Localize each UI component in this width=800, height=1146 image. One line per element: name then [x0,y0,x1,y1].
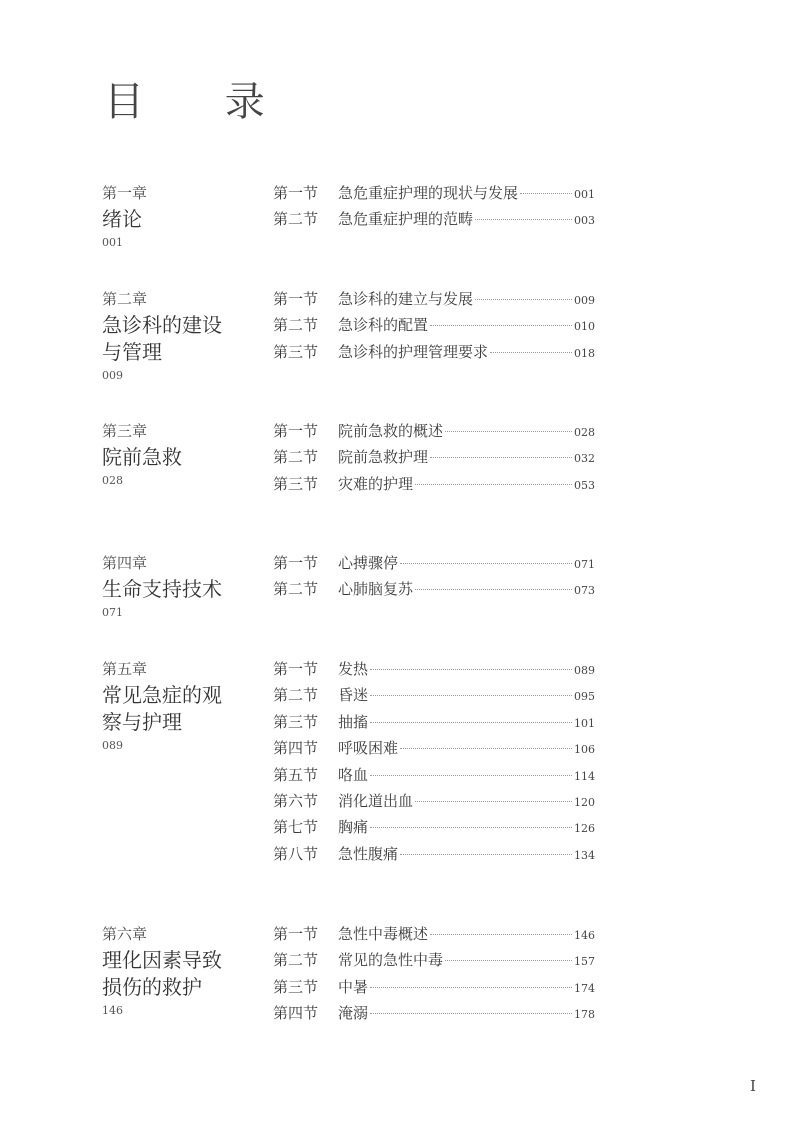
section-title: 呼吸困难 [338,739,399,758]
section-title: 昏迷 [338,686,369,705]
chapter-title[interactable]: 生命支持技术 [102,577,222,601]
section-page-number: 146 [574,929,595,942]
dot-leader [370,722,572,723]
chapter-number: 第五章 [102,660,148,678]
chapter-page-number: 146 [102,1004,123,1017]
dot-leader [370,695,572,696]
page-folio: I [750,1077,756,1095]
section-label: 第二节 [273,951,319,970]
chapter-heading [102,183,262,251]
section-list [273,924,595,1030]
section-list [273,289,595,368]
section-entry[interactable] [273,421,595,447]
section-page-number: 028 [574,426,595,439]
dot-leader [370,775,572,776]
chapter-number: 第三章 [102,422,148,440]
section-page-number: 071 [574,558,595,571]
dot-leader [415,589,572,590]
section-label: 第二节 [273,686,319,705]
chapter-title[interactable]: 急诊科的建设 与管理 [102,313,222,364]
section-title: 心搏骤停 [338,554,399,572]
section-title: 急性腹痛 [338,844,399,863]
dot-leader [430,934,572,935]
section-label: 第一节 [273,290,319,308]
section-label: 第二节 [273,580,319,599]
section-label: 第七节 [273,818,319,837]
section-entry[interactable] [273,738,595,764]
section-list [273,183,595,236]
dot-leader [415,801,572,802]
section-page-number: 114 [574,769,595,783]
section-title: 院前急救的概述 [338,422,444,440]
section-page-number: 134 [574,848,595,862]
section-label: 第一节 [273,554,319,572]
page-title: 目 录 [104,79,299,125]
section-page-number: 018 [574,346,595,360]
section-page-number: 053 [574,478,595,492]
section-entry[interactable] [273,183,595,209]
dot-leader [490,352,572,353]
section-label: 第四节 [273,739,319,758]
section-title: 中暑 [338,977,369,996]
dot-leader [400,854,572,855]
section-label: 第四节 [273,1004,319,1023]
section-title: 咯血 [338,765,369,784]
section-entry[interactable] [273,791,595,817]
section-title: 急诊科的建立与发展 [338,290,474,308]
dot-leader [370,827,572,828]
chapter-heading [102,924,262,1019]
section-page-number: 106 [574,743,595,757]
chapter-number: 第一章 [102,184,148,202]
chapter-heading [102,421,262,489]
dot-leader [370,1013,572,1014]
chapter-number: 第二章 [102,290,148,308]
dot-leader [520,193,572,194]
dot-leader [430,325,572,326]
dot-leader [475,219,572,220]
section-label: 第一节 [273,184,319,202]
section-page-number: 174 [574,981,595,995]
section-label: 第三节 [273,712,319,731]
dot-leader [400,748,572,749]
section-label: 第八节 [273,844,319,863]
chapter-page-number: 089 [102,739,123,752]
section-entry[interactable] [273,209,595,235]
dot-leader [475,299,572,300]
section-entry[interactable] [273,950,595,976]
section-page-number: 101 [574,716,595,730]
dot-leader [445,431,572,432]
dot-leader [370,669,572,670]
section-title: 急诊科的护理管理要求 [338,342,489,361]
section-label: 第二节 [273,210,319,229]
section-page-number: 073 [574,584,595,598]
section-entry[interactable] [273,1003,595,1029]
dot-leader [400,563,572,564]
section-label: 第一节 [273,422,319,440]
section-page-number: 126 [574,822,595,836]
section-title: 急性中毒概述 [338,925,429,943]
section-title: 淹溺 [338,1004,369,1023]
chapter-title[interactable]: 绪论 [102,207,142,231]
chapter-page-number: 028 [102,474,123,487]
section-title: 消化道出血 [338,791,414,810]
section-label: 第二节 [273,316,319,335]
chapter-heading [102,553,262,621]
dot-leader [415,484,572,485]
chapter-page-number: 001 [102,236,123,249]
section-entry[interactable] [273,553,595,579]
section-title: 常见的急性中毒 [338,951,444,970]
section-title: 灾难的护理 [338,474,414,493]
section-entry[interactable] [273,315,595,341]
section-title: 急诊科的配置 [338,316,429,335]
section-title: 抽搐 [338,712,369,731]
section-entry[interactable] [273,817,595,843]
section-entry[interactable] [273,924,595,950]
section-title: 院前急救护理 [338,448,429,467]
section-title: 急危重症护理的范畴 [338,210,474,229]
section-label: 第一节 [273,925,319,943]
section-page-number: 120 [574,795,595,809]
section-entry[interactable] [273,342,595,368]
section-entry[interactable] [273,685,595,711]
chapter-number: 第六章 [102,925,148,943]
section-label: 第一节 [273,660,319,678]
section-title: 急危重症护理的现状与发展 [338,184,519,202]
section-entry[interactable] [273,765,595,791]
chapter-heading [102,289,262,384]
section-title: 心肺脑复苏 [338,580,414,599]
section-entry[interactable] [273,579,595,605]
chapter-heading [102,659,262,754]
section-entry[interactable] [273,447,595,473]
section-page-number: 032 [574,452,595,466]
section-entry[interactable] [273,844,595,870]
section-title: 发热 [338,660,369,678]
dot-leader [370,987,572,988]
section-page-number: 089 [574,664,595,677]
section-page-number: 157 [574,955,595,969]
section-page-number: 178 [574,1008,595,1022]
section-label: 第六节 [273,791,319,810]
section-title: 胸痛 [338,818,369,837]
chapter-number: 第四章 [102,554,148,572]
section-entry[interactable] [273,977,595,1003]
section-entry[interactable] [273,289,595,315]
section-entry[interactable] [273,659,595,685]
section-page-number: 003 [574,214,595,228]
dot-leader [430,457,572,458]
chapter-title[interactable]: 常见急症的观 察与护理 [102,683,222,734]
section-label: 第三节 [273,342,319,361]
section-page-number: 009 [574,294,595,307]
chapter-title[interactable]: 院前急救 [102,445,182,469]
section-label: 第五节 [273,765,319,784]
section-label: 第二节 [273,448,319,467]
chapter-page-number: 071 [102,606,123,619]
section-label: 第三节 [273,474,319,493]
section-list [273,659,595,870]
section-entry[interactable] [273,474,595,500]
section-list [273,421,595,500]
chapter-title[interactable]: 理化因素导致 损伤的救护 [102,948,222,999]
section-page-number: 010 [574,320,595,334]
dot-leader [445,960,572,961]
section-label: 第三节 [273,977,319,996]
chapter-page-number: 009 [102,369,123,382]
section-page-number: 001 [574,188,595,201]
section-list [273,553,595,606]
section-entry[interactable] [273,712,595,738]
section-page-number: 095 [574,690,595,704]
